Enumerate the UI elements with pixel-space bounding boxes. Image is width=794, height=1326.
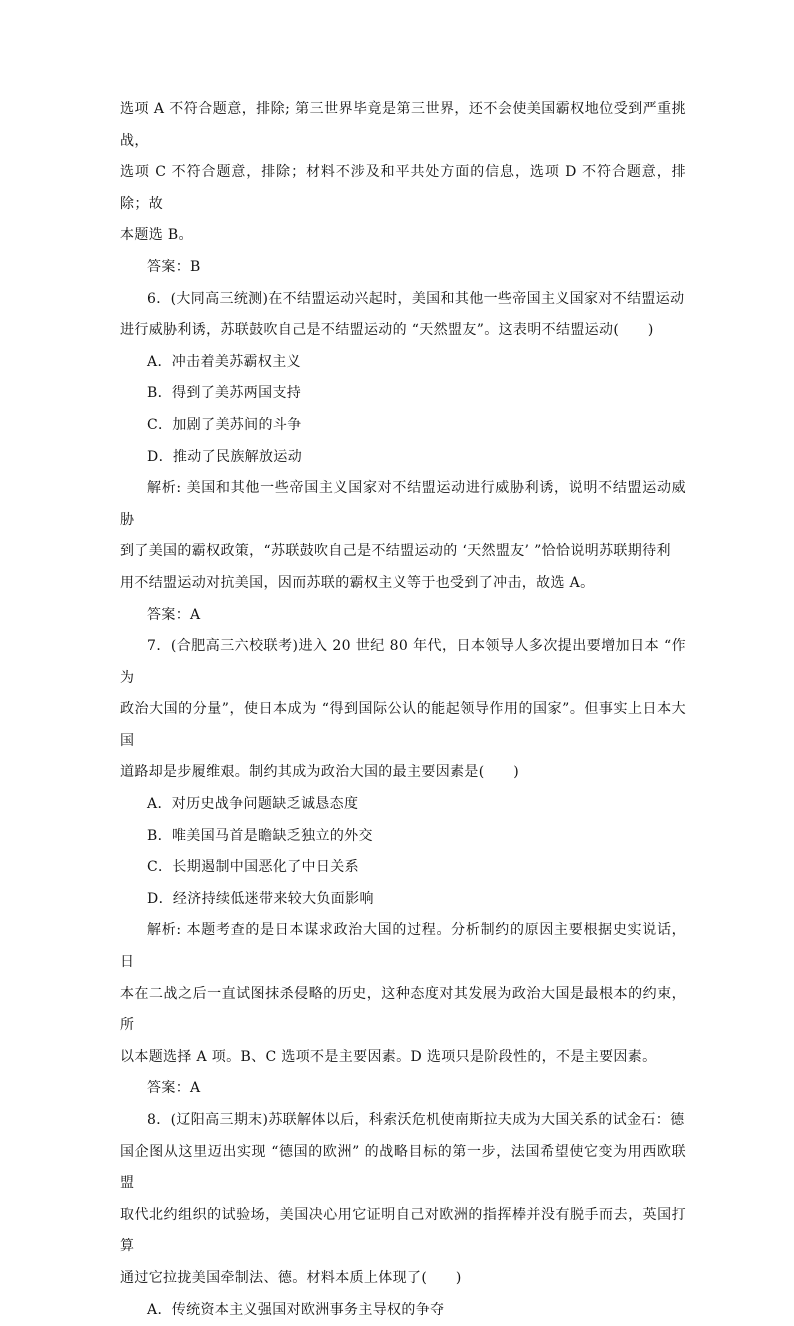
question-7-answer: 答案：A [147, 1080, 201, 1097]
question-6-analysis: 用不结盟运动对抗美国，因而苏联的霸权主义等于也受到了冲击，故选 A。 [120, 574, 595, 591]
question-7-stem: 政治大国的分量”，使日本成为 “得到国际公认的能起领导作用的国家”。但事实上日本大国 [120, 701, 686, 749]
question-8-stem: 8．(辽阳高三期末)苏联解体以后，科索沃危机使南斯拉夫成为大国关系的试金石：德 [147, 1112, 685, 1128]
question-7-option-b: B．唯美国马首是瞻缺乏独立的外交 [147, 827, 373, 844]
text-line: 本题选 B。 [120, 227, 193, 244]
question-8-stem: 国企图从这里迈出实现 “德国的欧洲” 的战略目标的第一步，法国希望使它变为用西欧联盟 [120, 1143, 686, 1192]
question-7-analysis: 解析: 本题考查的是日本谋求政治大国的过程。分析制约的原因主要根据史实说话，日 [120, 922, 686, 971]
question-7-analysis: 以本题选择 A 项。B、C 选项不是主要因素。D 选项只是阶段性的，不是主要因素。 [120, 1048, 657, 1065]
question-6-analysis: 到了美国的霸权政策，“苏联鼓吹自己是不结盟运动的 ‘天然盟友’ ”恰恰说明苏联期待利 [120, 543, 671, 560]
question-6-option-d: D．推动了民族解放运动 [147, 448, 303, 465]
question-8-stem: 通过它拉拢美国牵制法、德。材料本质上体现了( ) [120, 1269, 462, 1286]
question-6-option-c: C．加剧了美苏间的斗争 [147, 416, 302, 433]
question-7-stem: 7．(合肥高三六校联考)进入 20 世纪 80 年代，日本领导人多次提出要增加日本 “作为 [120, 638, 686, 686]
question-6-answer: 答案：A [147, 606, 201, 623]
question-8-option-a: A．传统资本主义强国对欧洲事务主导权的争夺 [147, 1301, 445, 1318]
text-line: 选项 C 不符合题意，排除；材料不涉及和平共处方面的信息，选项 D 不符合题意，排除；故 [120, 164, 686, 212]
question-6-stem: 6．(大同高三统测)在不结盟运动兴起时，美国和其他一些帝国主义国家对不结盟运动 [147, 290, 685, 307]
question-7-analysis: 本在二战之后一直试图抹杀侵略的历史，这种态度对其发展为政治大国是最根本的约束，所 [120, 985, 686, 1034]
text-line: 选项 A 不符合题意，排除; 第三世界毕竟是第三世界，还不会使美国霸权地位受到严重挑战， [120, 101, 686, 149]
question-6-analysis: 解析: 美国和其他一些帝国主义国家对不结盟运动进行威胁利诱，说明不结盟运动威胁 [120, 480, 686, 528]
question-7-stem: 道路却是步履维艰。制约其成为政治大国的最主要因素是( ) [120, 764, 520, 781]
question-7-option-a: A．对历史战争问题缺乏诚恳态度 [147, 796, 359, 813]
question-7-option-d: D．经济持续低迷带来较大负面影响 [147, 890, 374, 907]
answer-line: 答案：B [147, 258, 201, 275]
document-body [120, 94, 686, 1326]
question-6-stem: 进行威胁利诱，苏联鼓吹自己是不结盟运动的 “天然盟友”。这表明不结盟运动( ) [120, 322, 654, 339]
question-6-option-a: A．冲击着美苏霸权主义 [147, 353, 301, 370]
question-8-stem: 取代北约组织的试验场，美国决心用它证明自己对欧洲的指挥棒并没有脱手而去，英国打算 [120, 1206, 686, 1255]
question-6-option-b: B．得到了美苏两国支持 [147, 385, 302, 402]
question-7-option-c: C．长期遏制中国恶化了中日关系 [147, 859, 359, 876]
